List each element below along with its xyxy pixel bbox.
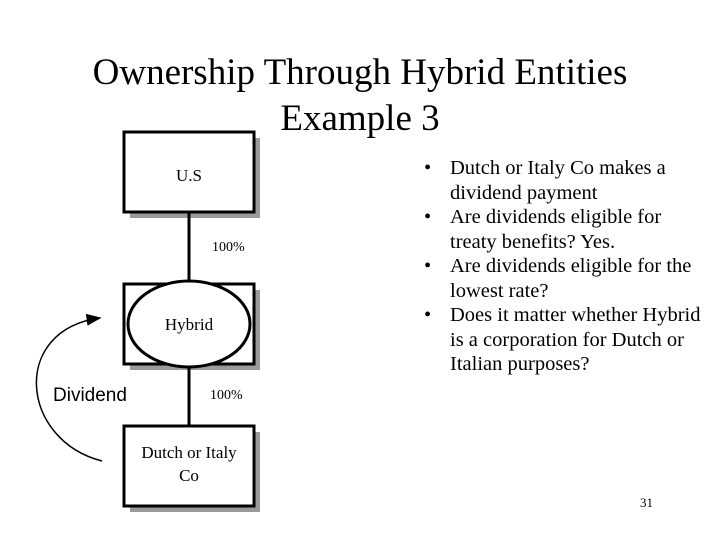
sub-entity-label-line1: Dutch or Italy: [141, 443, 237, 462]
sub-entity-label-line2: Co: [179, 466, 199, 485]
slide-title-line1: Ownership Through Hybrid Entities: [92, 52, 628, 93]
bottom-ownership-pct: 100%: [210, 388, 243, 403]
slide-title-line2: Example 3: [280, 98, 440, 139]
bullet-item: • Dutch or Italy Co makes a dividend payment: [422, 156, 712, 205]
sub-entity-label: [124, 441, 254, 487]
us-label: U.S: [176, 166, 202, 185]
top-ownership-pct: 100%: [212, 240, 245, 255]
bullet-item: • Are dividends eligible for treaty benefits? Yes.: [422, 205, 712, 254]
bullet-item: • Does it matter whether Hybrid is a corporation for Dutch or Italian purposes?: [422, 303, 712, 377]
dividend-label: Dividend: [53, 385, 127, 406]
page-number: 31: [640, 495, 653, 510]
bullet-list: [422, 156, 712, 377]
bullet-item: • Are dividends eligible for the lowest rate?: [422, 254, 712, 303]
hybrid-label: Hybrid: [164, 315, 214, 334]
